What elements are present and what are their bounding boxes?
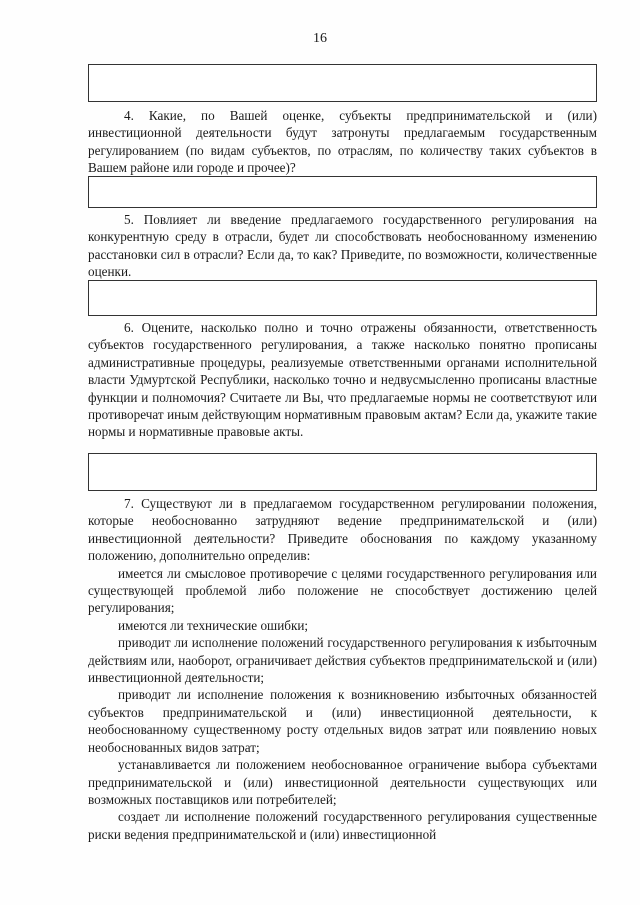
question-7-item: создает ли исполнение положений государственного регулирования существенные риски ведения предпринимательской и (или) инвестиционной (88, 809, 597, 842)
question-6-text: 6. Оцените, насколько полно и точно отражены обязанности, ответственность субъектов государственного регулирования, а также насколько понятно прописаны административные процедуры, реализуемые ответственными органами исполнительной власти Удмуртской Республики, насколько точно и недвусмысленно прописаны властные функции и полномочия? Считаете ли Вы, что предлагаемые нормы не соответствуют или противоречат иным действующим нормативным правовым актам? Если да, укажите такие нормы и нормативные правовые акты. (88, 320, 597, 440)
answer-box-q6[interactable] (88, 453, 597, 491)
question-7-item: устанавливается ли положением необоснованное ограничение выбора субъектами предпринимательской и (или) инвестиционной деятельности существующих или возможных поставщиков или потребителей; (88, 757, 597, 807)
answer-box-q5[interactable] (88, 280, 597, 316)
question-4-text: 4. Какие, по Вашей оценке, субъекты предпринимательской и (или) инвестиционной деятельности будут затронуты предлагаемым государственным регулированием (по видам субъектов, по отраслям, по количеству таких субъектов в Вашем районе или городе и прочее)? (88, 108, 597, 176)
question-4 (88, 107, 597, 177)
question-7-item: имеются ли технические ошибки; (118, 617, 309, 633)
question-7-item: приводит ли исполнение положений государственного регулирования к избыточным действиям или, наоборот, ограничивает действия субъектов предпринимательской и (или) инвестиционной деятельности; (88, 635, 597, 686)
answer-box-q4[interactable] (88, 176, 597, 208)
question-7-text: 7. Существуют ли в предлагаемом государственном регулировании положения, которые необоснованно затрудняют ведение предпринимательской и (или) инвестиционной деятельности? Приведите обоснования по каждому указанному положению, дополнительно определив: (88, 496, 597, 564)
question-7 (88, 495, 597, 843)
page-number: 16 (313, 31, 327, 46)
question-5 (88, 211, 597, 281)
question-6 (88, 319, 597, 441)
question-7-item: имеется ли смысловое противоречие с целями государственного регулирования или существующей проблемой либо положение не способствует достижению целей регулирования; (88, 565, 597, 616)
question-7-item: приводит ли исполнение положения к возникновению избыточных обязанностей субъектов предпринимательской и (или) инвестиционной деятельности, к необоснованному существенному росту отдельных видов затрат или появлению новых необоснованных видов затрат; (88, 687, 597, 755)
answer-box-q3[interactable] (88, 64, 597, 102)
question-5-text: 5. Повлияет ли введение предлагаемого государственного регулирования на конкурентную среду в отрасли, будет ли способствовать необоснованному изменению расстановки сил в отрасли? Если да, то как? Приведите, по возможности, количественные оценки. (88, 212, 597, 280)
